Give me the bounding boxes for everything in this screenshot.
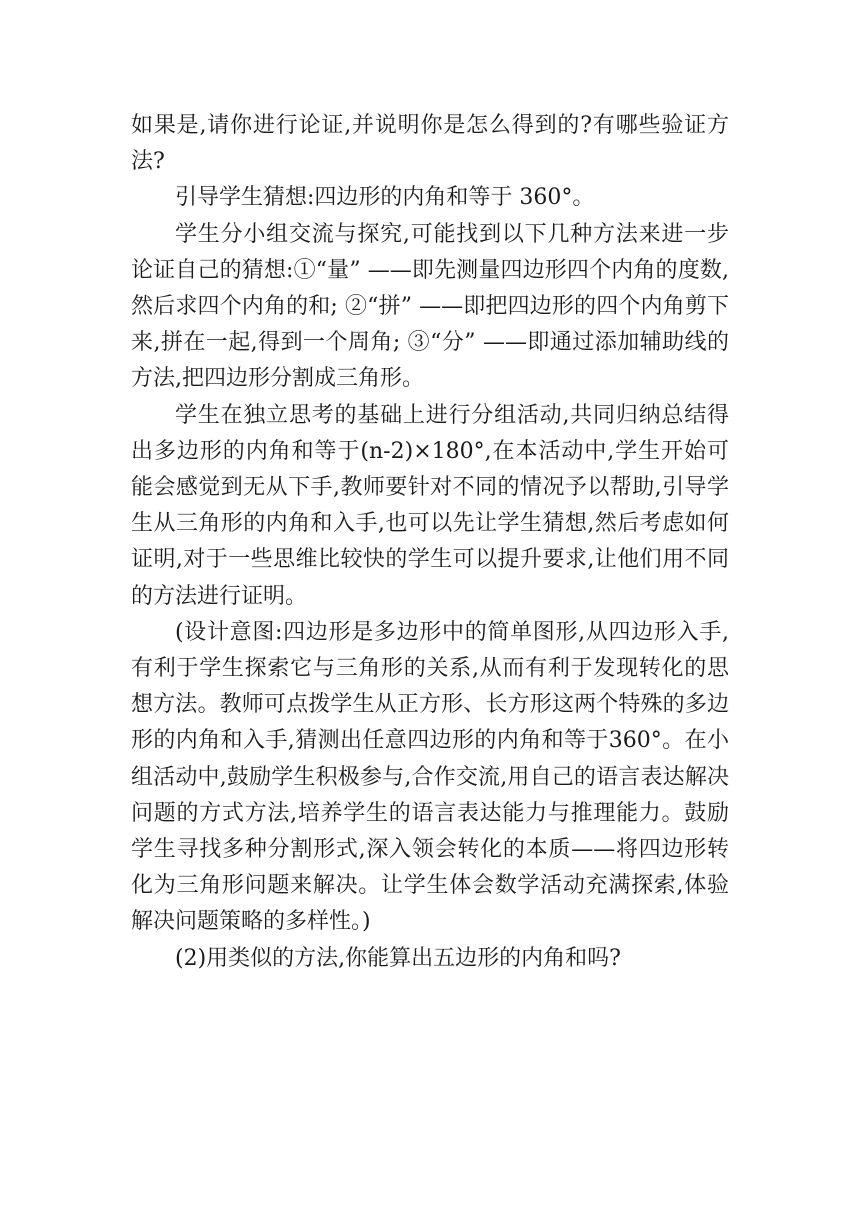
paragraph-design-intent: (设计意图:四边形是多边形中的简单图形,从四边形入手,有利于学生探索它与三角形的关系,从而有利于发现转化的思想方法。教师可点拨学生从正方形、长方形这两个特殊的多边形的内角和入手,猜测出任意四边形的内角和等于360°。在小组活动中,鼓励学生积极参与,合作交流,用自己的语言表达解决问题的方式方法,培养学生的语言表达能力与推理能力。鼓励学生寻找多种分割形式,深入领会转化的本质——将四边形转化为三角形问题来解决。让学生体会数学活动充满探索,体验解决问题策略的多样性。) <box>131 619 729 935</box>
paragraph-proof-question: 如果是,请你进行论证,并说明你是怎么得到的?有哪些验证方法? <box>131 113 729 175</box>
paragraph-guess-360: 引导学生猜想:四边形的内角和等于 360°。 <box>175 185 595 211</box>
paragraph-pentagon-question: (2)用类似的方法,你能算出五边形的内角和吗? <box>175 945 621 971</box>
document-page <box>131 108 729 977</box>
paragraph-three-methods: 学生分小组交流与探究,可能找到以下几种方法来进一步论证自己的猜想:①“量” ——即先测量四边形四个内角的度数,然后求四个内角的和; ②“拼” ——即把四边形的四个内角剪下来,拼在一起,得到一个周角; ③“分” ——即通过添加辅助线的方法,把四边形分割成三角形。 <box>131 221 729 392</box>
paragraph-group-activity: 学生在独立思考的基础上进行分组活动,共同归纳总结得出多边形的内角和等于(n-2)×180°,在本活动中,学生开始可能会感觉到无从下手,教师要针对不同的情况予以帮助,引导学生从三角形的内角和入手,也可以先让学生猜想,然后考虑如何证明,对于一些思维比较快的学生可以提升要求,让他们用不同的方法进行证明。 <box>131 402 729 609</box>
